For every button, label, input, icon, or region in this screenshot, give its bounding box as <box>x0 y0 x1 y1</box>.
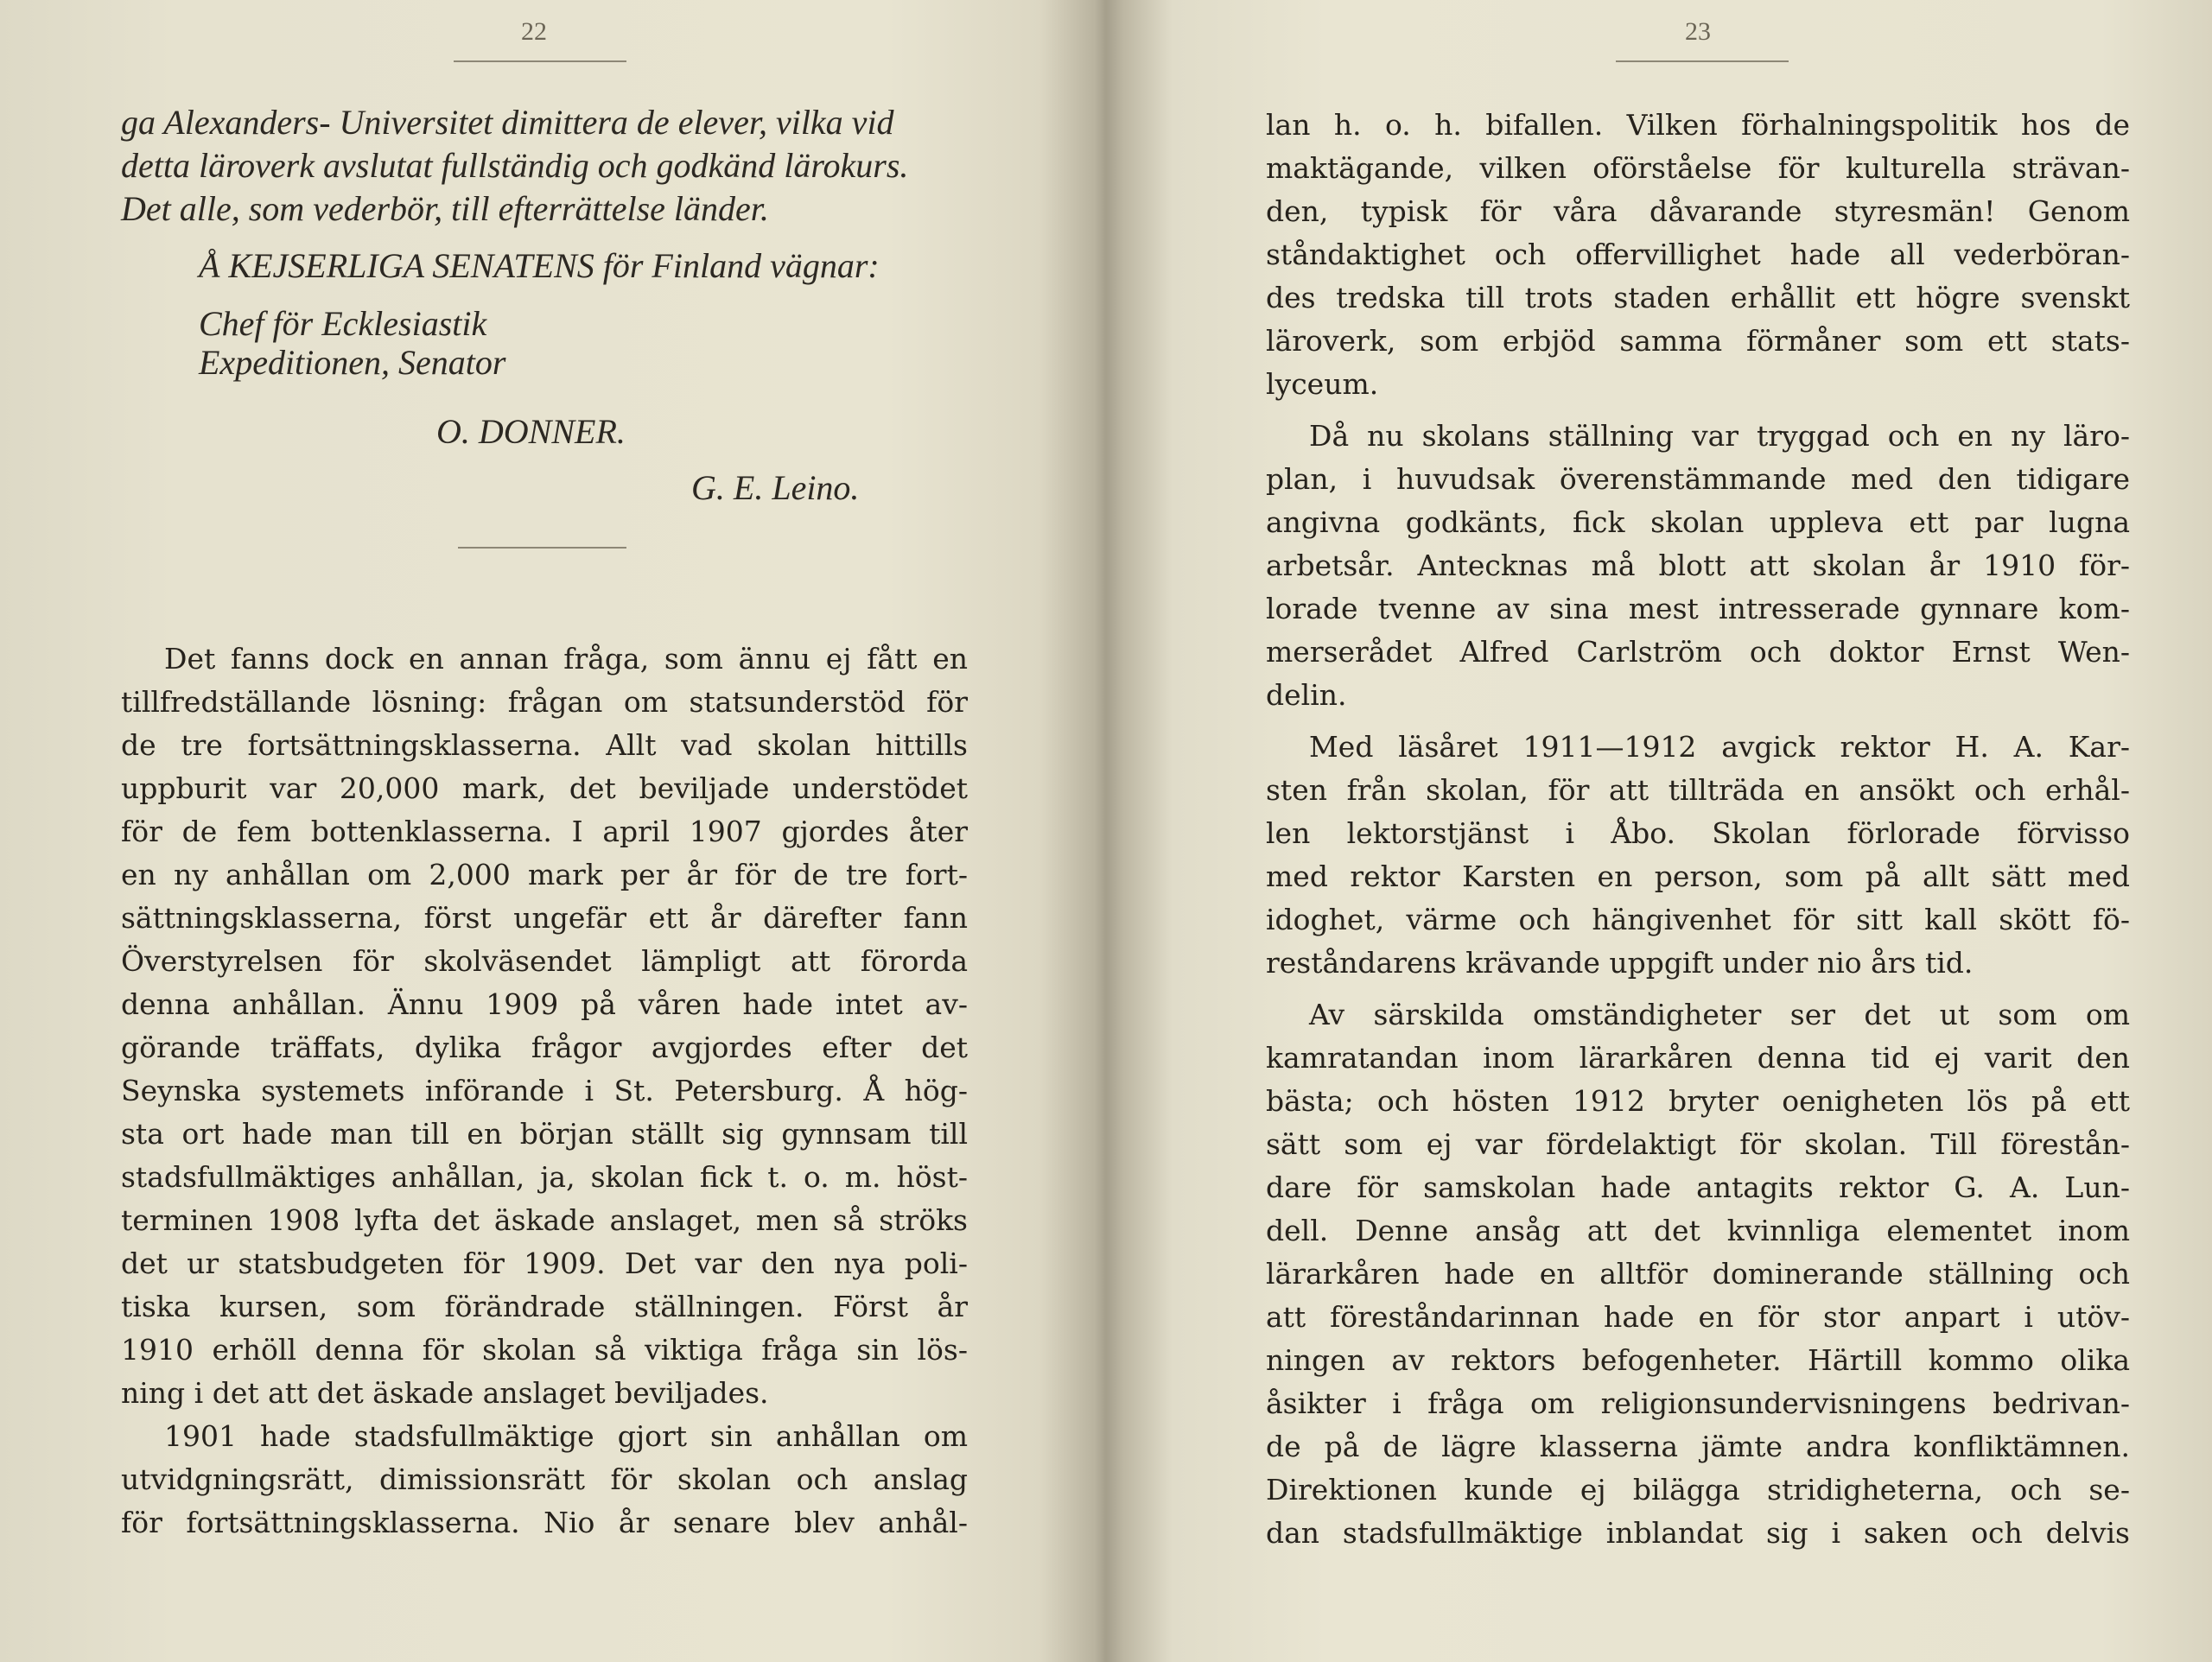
text-line: arbetsår. Antecknas må blott att skolan år 1910 för- <box>1266 549 2130 582</box>
text-line: tillfredställande lösning: frågan om statsunderstöd för <box>121 685 968 719</box>
text-line: åsikter i fråga om religionsundervisningens bedrivan- <box>1266 1386 2130 1420</box>
text-line: Det fanns dock en annan fråga, som ännu ej fått en <box>164 642 968 676</box>
text-line: lorade tvenne av sina mest intresserade gynnare kom- <box>1266 592 2130 625</box>
text-line: att föreståndarinnan hade en för stor anpart i utöv- <box>1266 1300 2130 1334</box>
signature-title-2: Expeditionen, Senator <box>199 343 506 382</box>
text-line: Av särskilda omständigheter ser det ut som om <box>1309 998 2130 1031</box>
text-line: lan h. o. h. bifallen. Vilken förhalningspolitik hos de <box>1266 108 2130 142</box>
text-line: dare för samskolan hade antagits rektor G. A. Lun- <box>1266 1170 2130 1204</box>
section-rule <box>458 547 626 549</box>
text-line: denna anhållan. Ännu 1909 på våren hade intet av- <box>121 987 968 1021</box>
text-line: merserådet Alfred Carlström och doktor Ernst Wen- <box>1266 635 2130 669</box>
left-paragraph-1 <box>121 638 968 1545</box>
text-line: det ur statsbudgeten för 1909. Det var den nya poli- <box>121 1246 968 1280</box>
senate-heading: Å KEJSERLIGA SENATENS för Finland vägnar: <box>199 246 880 285</box>
text-line: ningen av rektors befogenheter. Härtill kommo olika <box>1266 1343 2130 1377</box>
text-line: stadsfullmäktiges anhållan, ja, skolan fick t. o. m. höst- <box>121 1160 968 1194</box>
page-number-left: 22 <box>521 17 547 46</box>
right-page <box>1110 0 2212 1662</box>
page-number-right: 23 <box>1685 17 1711 46</box>
text-line: terminen 1908 lyfta det äskade anslaget, men så ströks <box>121 1203 968 1237</box>
text-line: för fortsättningsklasserna. Nio år senare blev anhål- <box>121 1506 968 1539</box>
text-line: angivna godkänts, fick skolan uppleva ett par lugna <box>1266 505 2130 539</box>
text-line: sätt som ej var fördelaktigt för skolan. Till förestån- <box>1266 1127 2130 1161</box>
text-line: ståndaktighet och offervillighet hade all vederböran- <box>1266 238 2130 271</box>
text-line: de tre fortsättningsklasserna. Allt vad skolan hittills <box>121 728 968 762</box>
text-line: en ny anhållan om 2,000 mark per år för de tre fort- <box>121 858 968 891</box>
right-text-block <box>1266 104 2130 1555</box>
text-line: des tredska till trots staden erhållit ett högre svenskt <box>1266 281 2130 314</box>
text-line: lärarkåren hade en alltför dominerande ställning och <box>1266 1257 2130 1291</box>
text-line: delin. <box>1266 678 1347 712</box>
signer-leino: G. E. Leino. <box>691 468 860 507</box>
text-line: dan stadsfullmäktige inblandat sig i saken och delvis <box>1266 1516 2130 1550</box>
signer-donner: O. DONNER. <box>436 412 626 451</box>
left-page <box>0 0 1080 1662</box>
text-line: Då nu skolans ställning var tryggad och en ny läro- <box>1309 419 2130 453</box>
text-line: dell. Denne ansåg att det kvinnliga elementet inom <box>1266 1214 2130 1247</box>
text-line: läroverk, som erbjöd samma förmåner som ett stats- <box>1266 324 2130 358</box>
text-line: plan, i huvudsak överenstämmande med den tidigare <box>1266 462 2130 496</box>
decree-line-3: Det alle, som vederbör, till efterrättelse länder. <box>121 189 769 228</box>
text-line: 1901 hade stadsfullmäktige gjort sin anhållan om <box>164 1419 968 1453</box>
text-line: de på de lägre klasserna jämte andra konfliktämnen. <box>1266 1430 2130 1463</box>
text-line: sta ort hade man till en början ställt sig gynnsam till <box>121 1117 968 1151</box>
text-line: görande träffats, dylika frågor avgjordes efter det <box>121 1031 968 1064</box>
header-rule-right <box>1616 60 1789 62</box>
text-line: maktägande, vilken oförståelse för kulturella strävan- <box>1266 151 2130 185</box>
text-line: för de fem bottenklasserna. I april 1907 gjordes åter <box>121 815 968 848</box>
text-line: Seynska systemets införande i St. Petersburg. Å hög- <box>121 1074 968 1107</box>
decree-line-2: detta läroverk avslutat fullständig och godkänd lärokurs. <box>121 146 909 185</box>
text-line: Med läsåret 1911—1912 avgick rektor H. A. Kar- <box>1309 730 2130 764</box>
text-line: idoghet, värme och hängivenhet för sitt kall skött fö- <box>1266 903 2130 936</box>
text-line: 1910 erhöll denna för skolan så viktiga fråga sin lös- <box>121 1333 968 1367</box>
text-line: sten från skolan, för att tillträda en ansökt och erhål- <box>1266 773 2130 807</box>
text-line: uppburit var 20,000 mark, det beviljade understödet <box>121 771 968 805</box>
text-line: sättningsklasserna, först ungefär ett år därefter fann <box>121 901 968 935</box>
text-line: utvidgningsrätt, dimissionsrätt för skolan och anslag <box>121 1462 968 1496</box>
text-line: med rektor Karsten en person, som på allt sätt med <box>1266 860 2130 893</box>
signature-title-1: Chef för Ecklesiastik <box>199 304 487 343</box>
header-rule-left <box>454 60 626 62</box>
text-line: ning i det att det äskade anslaget beviljades. <box>121 1376 769 1410</box>
text-line: tiska kursen, som förändrade ställningen. Först år <box>121 1290 968 1323</box>
text-line: lyceum. <box>1266 367 1379 401</box>
text-line: den, typisk för våra dåvarande styresmän! Genom <box>1266 194 2130 228</box>
decree-line-1: ga Alexanders- Universitet dimittera de elever, vilka vid <box>121 103 894 142</box>
text-line: reståndarens krävande uppgift under nio års tid. <box>1266 946 1974 980</box>
text-line: kamratandan inom lärarkåren denna tid ej varit den <box>1266 1041 2130 1075</box>
text-line: bästa; och hösten 1912 bryter oenigheten lös på ett <box>1266 1084 2130 1118</box>
text-line: Direktionen kunde ej bilägga stridigheterna, och se- <box>1266 1473 2130 1507</box>
text-line: Överstyrelsen för skolväsendet lämpligt att förorda <box>121 944 968 978</box>
text-line: len lektorstjänst i Åbo. Skolan förlorade förvisso <box>1266 816 2130 850</box>
